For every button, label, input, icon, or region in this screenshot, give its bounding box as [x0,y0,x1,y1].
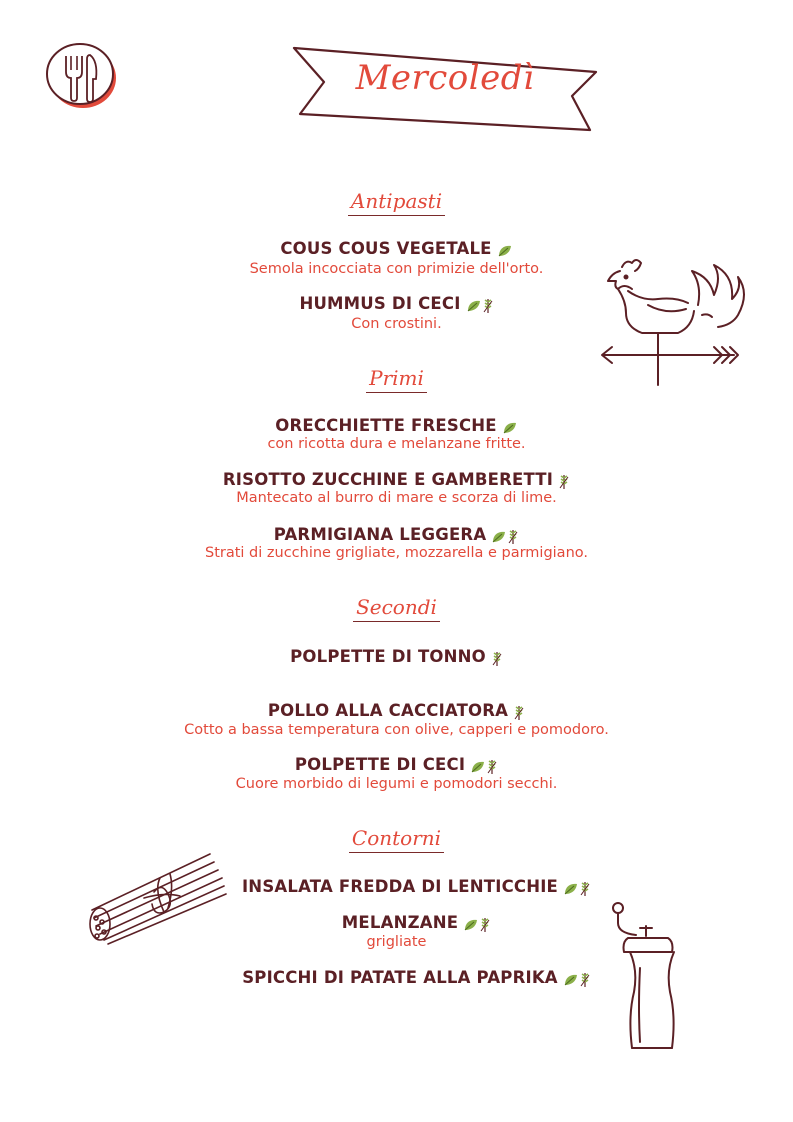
dish-name: SPICCHI DI PATATE ALLA PAPRIKA [20,968,793,988]
dish-tags [497,240,513,259]
section-title-antipasti: Antipasti [0,189,793,216]
vegan-leaf-icon [491,530,507,544]
wheat-icon [486,759,498,775]
dish-name: PARMIGIANA LEGGERA [0,525,793,545]
dish-tags [502,417,518,436]
section-title-primi: Primi [0,366,793,393]
fork-knife-icon [44,42,120,108]
dish-description: Strati di zucchine grigliate, mozzarella e parmigiano. [205,545,588,561]
dish-name: HUMMUS DI CECI [0,294,793,314]
dish-description: con ricotta dura e melanzane fritte. [267,436,526,452]
dish-tags [470,756,498,775]
dish-description: Semola incocciata con primizie dell'orto. [249,261,544,277]
dish-tags [466,295,494,314]
dish-tags [491,526,519,545]
wheat-icon [482,298,494,314]
dish-tags [463,914,491,933]
wheat-icon [491,651,503,667]
pepper-mill-icon [606,898,696,1058]
vegan-leaf-icon [563,882,579,896]
wheat-icon [579,881,591,897]
vegan-leaf-icon [563,973,579,987]
dish-tags [563,969,591,988]
wheat-icon [579,972,591,988]
dish-name: MELANZANE [20,913,793,933]
dish-tags [513,702,525,721]
vegan-leaf-icon [470,760,486,774]
dish-description: Mantecato al burro di mare e scorza di lime. [236,490,557,506]
dish-name: COUS COUS VEGETALE [0,239,793,259]
dish-name: POLLO ALLA CACCIATORA [0,701,793,721]
wheat-icon [513,705,525,721]
fork-knife-logo [44,42,120,108]
wheat-icon [507,529,519,545]
dish-tags [558,471,570,490]
vegan-leaf-icon [502,421,518,435]
page-title: Mercoledì [355,58,535,98]
section-title-secondi: Secondi [0,595,793,622]
dish-description: Cuore morbido di legumi e pomodori secchi. [235,776,558,792]
vegan-leaf-icon [463,918,479,932]
dish-tags [563,878,591,897]
section-title-contorni: Contorni [0,826,793,853]
wheat-icon [479,917,491,933]
vegan-leaf-icon [466,299,482,313]
dish-name: RISOTTO ZUCCHINE E GAMBERETTI [0,470,793,490]
spaghetti-bundle-icon [84,848,234,948]
dish-name: POLPETTE DI TONNO [0,647,793,667]
dish-tags [491,648,503,667]
dish-name: ORECCHIETTE FRESCHE [0,416,793,436]
wheat-icon [558,474,570,490]
rooster-weathervane-icon [598,255,748,390]
dish-name: INSALATA FREDDA DI LENTICCHIE [20,877,793,897]
dish-description: Con crostini. [351,316,442,332]
dish-description: Cotto a bassa temperatura con olive, capperi e pomodoro. [184,722,609,738]
dish-name: POLPETTE DI CECI [0,755,793,775]
vegan-leaf-icon [497,244,513,258]
dish-description: grigliate [366,934,427,950]
